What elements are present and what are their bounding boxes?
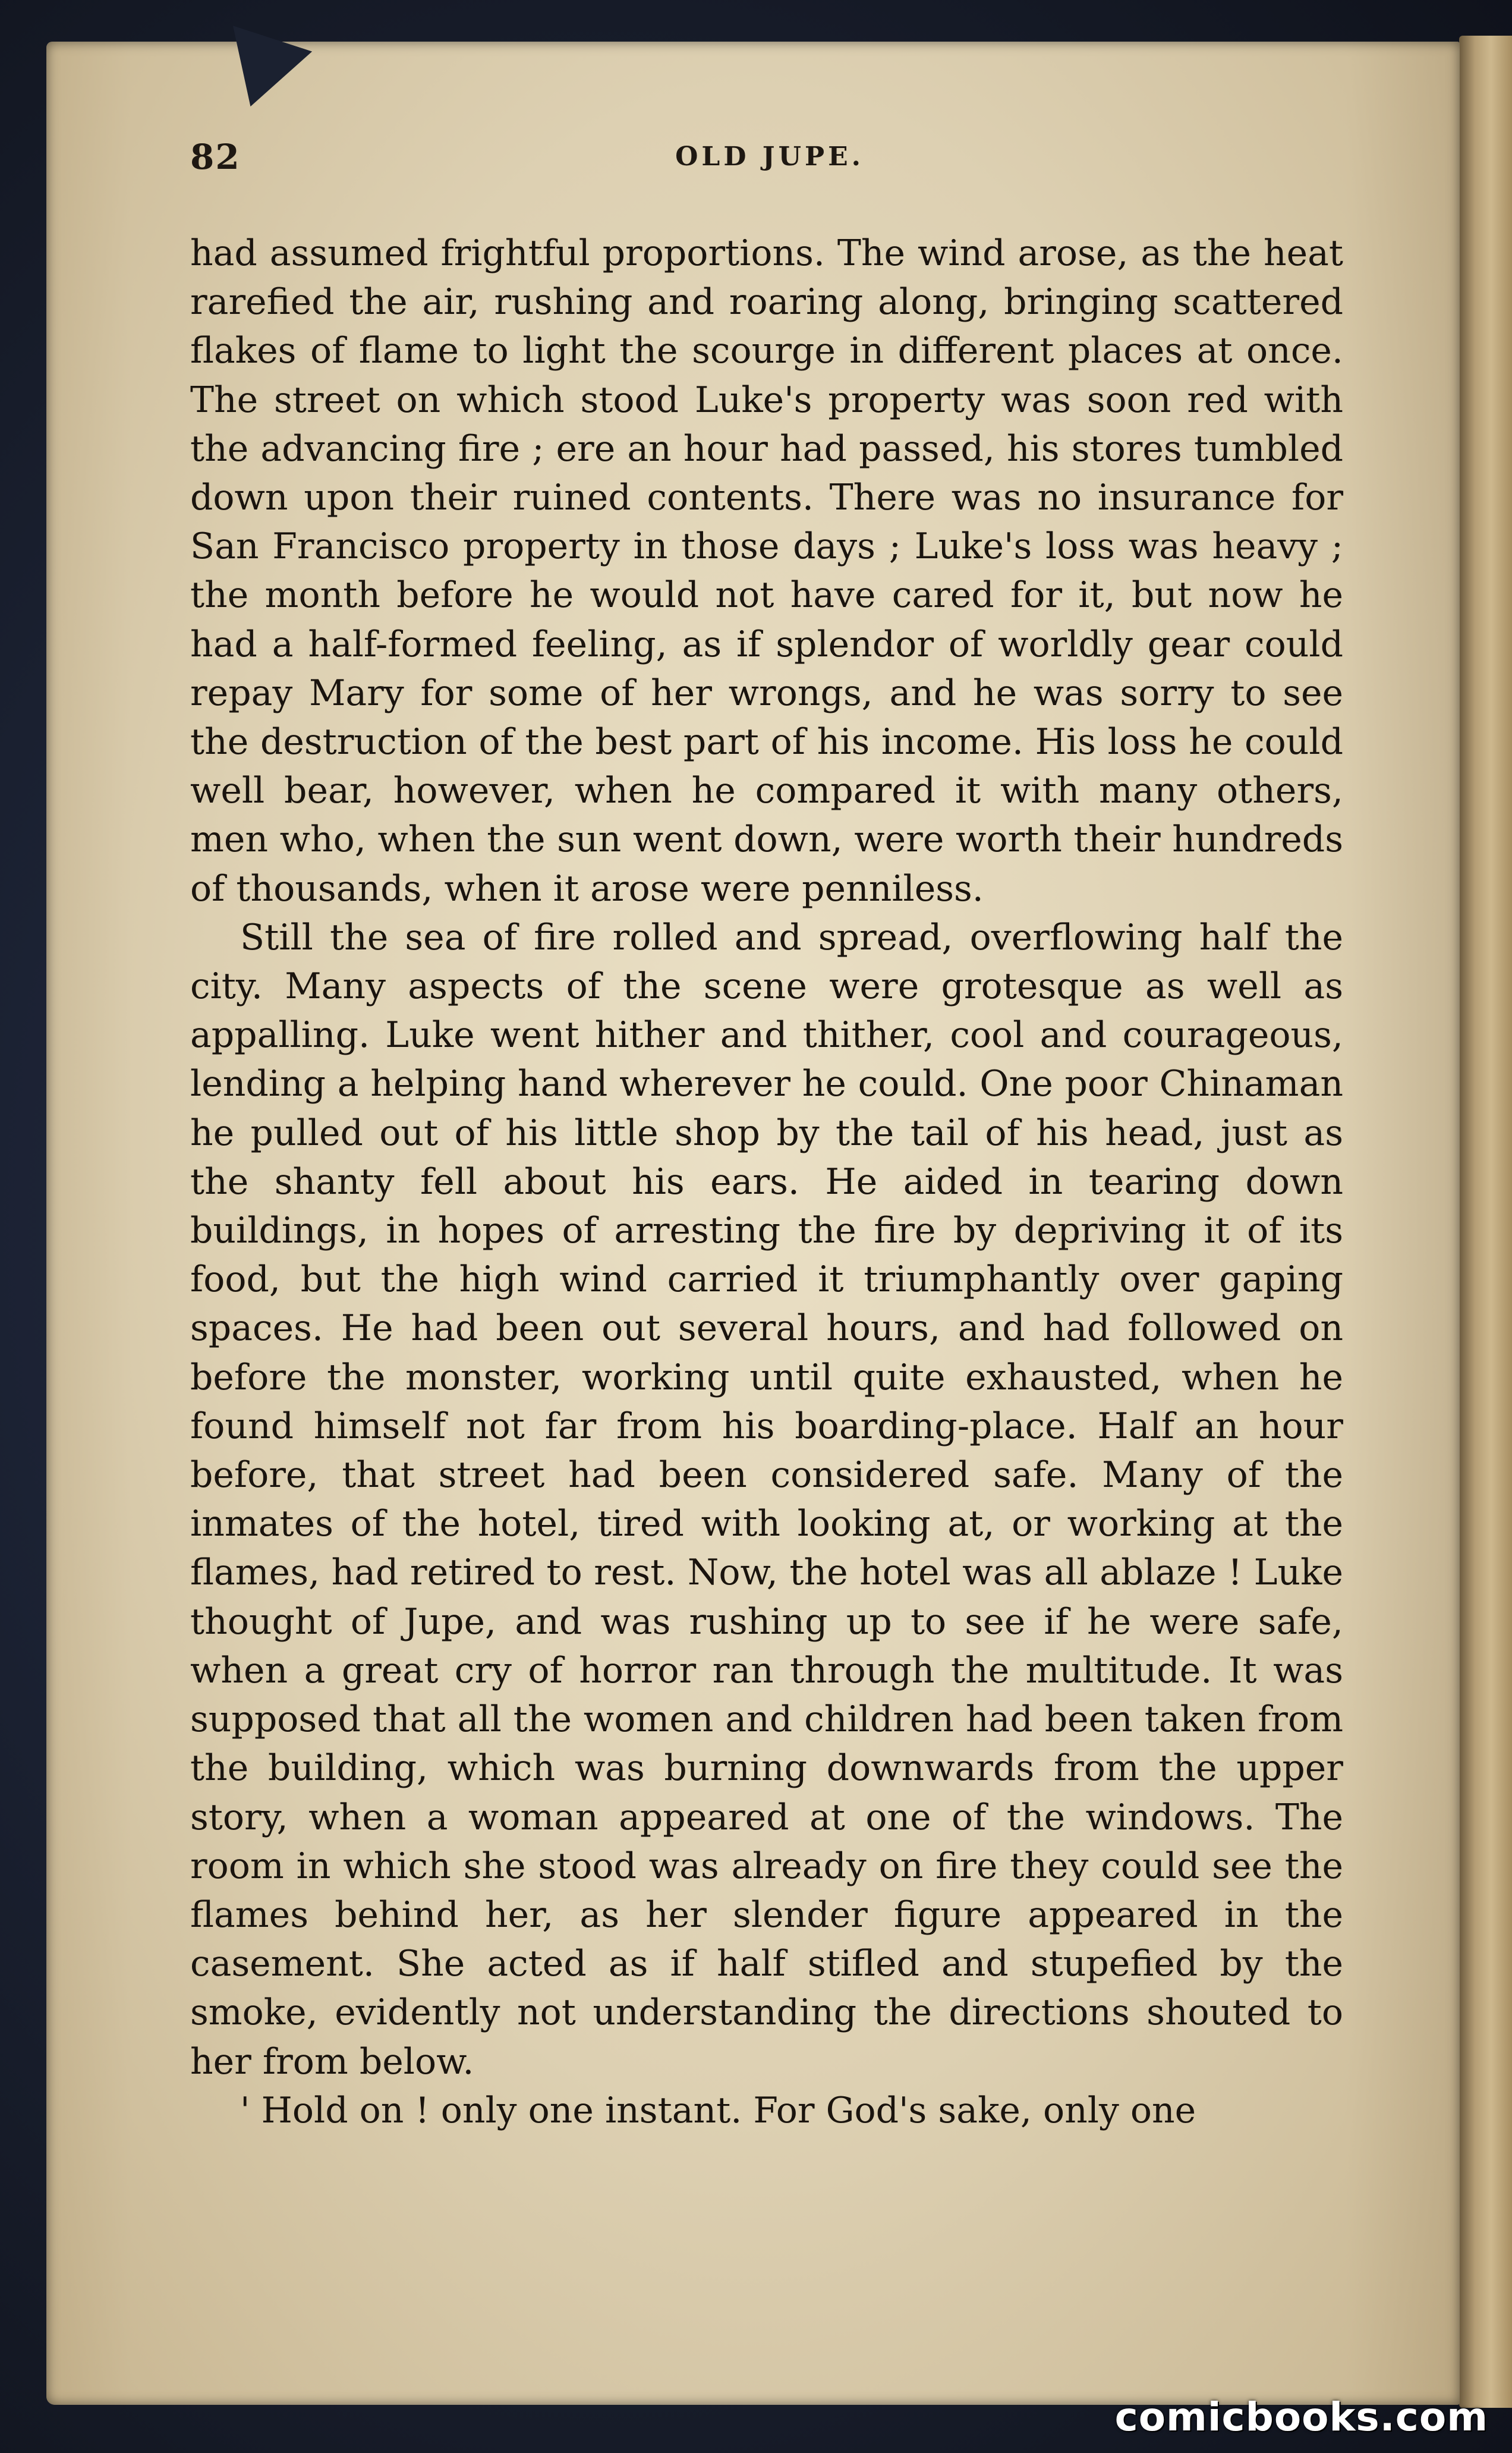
page-number: 82 [190,137,241,177]
paragraph-continuation: had assumed frightful proportions. The wind arose, as the heat rarefied the air, rushing and roaring along, bringing scattered flakes of flame to light the scourge in different places at once. The street on which stood Luke's property was soon red with the advancing fire ; ere an hour had passed, his stores tumbled down upon their ruined contents. There was no insurance for San Francisco property in those days ; Luke's loss was heavy ; the month before he would not have cared for it, but now he had a half-formed feeling, as if splendor of worldly gear could repay Mary for some of her wrongs, and he was sorry to see the destruction of the best part of his income. His loss he could well bear, however, when he compared it with many others, men who, when the sun went down, were worth their hundreds of thousands, when it arose were penniless. [190,232,1343,910]
next-page-edge [1459,36,1512,2408]
watermark-logo: comicbooks.com [1114,2394,1488,2440]
body-text [190,229,1343,2135]
paragraph-dialogue: ' Hold on ! only one instant. For God's sake, only one [240,2089,1196,2131]
page-header [190,137,1349,184]
paragraph-fire-spread: Still the sea of fire rolled and spread, overflowing half the city. Many aspects of the scene were grotesque as well as appalling. Luke went hither and thither, cool and courageous, lending a helping hand wherever he could. One poor Chinaman he pulled out of his little shop by the tail of his head, just as the shanty fell about his ears. He aided in tearing down buildings, in hopes of arresting the fire by depriving it of its food, but the high wind carried it triumphantly over gaping spaces. He had been out several hours, and had followed on before the monster, working until quite exhausted, when he found himself not far from his boarding-place. Half an hour before, that street had been considered safe. Many of the inmates of the hotel, tired with looking at, or working at the flames, had retired to rest. Now, the hotel was all ablaze ! Luke thought of Jupe, and was rushing up to see if he were safe, when a great cry of horror ran through the multitude. It was supposed that all the women and children had been taken from the building, which was burning downwards from the upper story, when a woman appeared at one of the windows. The room in which she stood was already on fire they could see the flames behind her, as her slender figure appeared in the casement. She acted as if half stifled and stupefied by the smoke, evidently not understanding the directions shouted to her from below. [190,916,1343,2083]
running-head: OLD JUPE. [675,141,864,172]
